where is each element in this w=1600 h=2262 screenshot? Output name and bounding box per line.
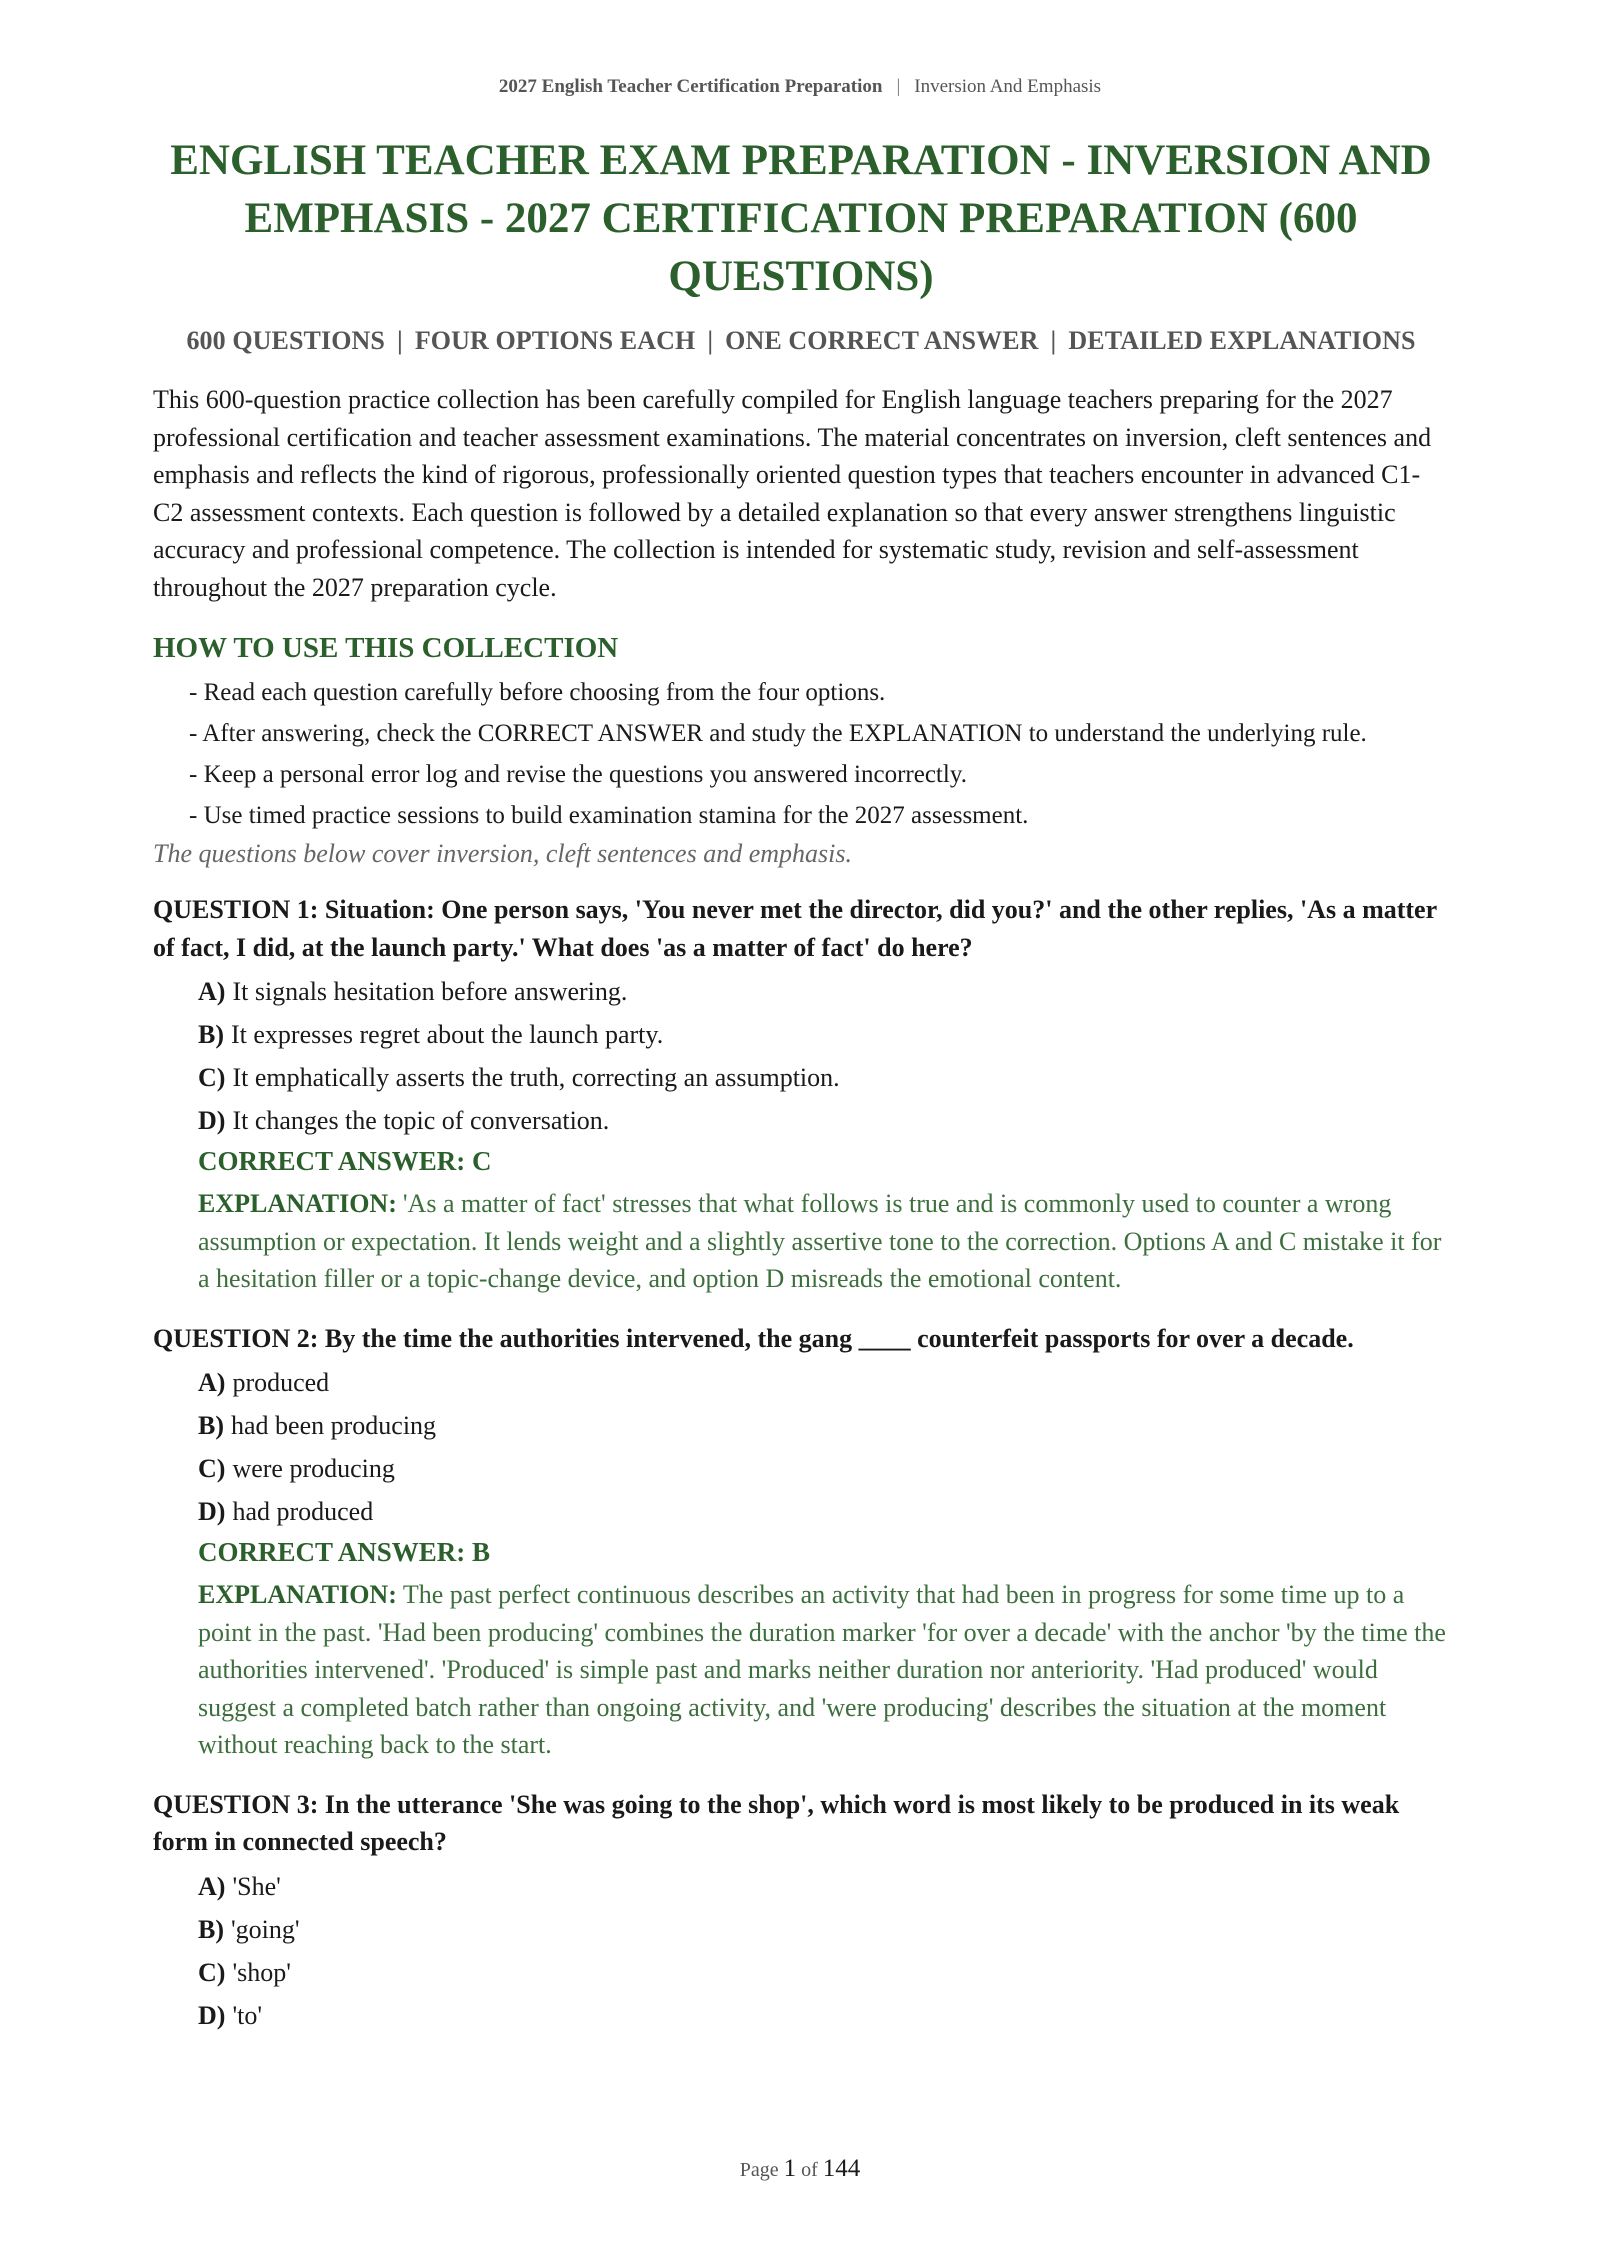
option-letter: B): [198, 1914, 224, 1944]
question-block: [153, 1786, 1449, 2033]
option-letter: B): [198, 1411, 224, 1440]
explanation-label: EXPLANATION:: [198, 1189, 397, 1218]
correct-answer: CORRECT ANSWER: B: [198, 1537, 491, 1567]
subtitle-separator: |: [1050, 326, 1057, 355]
subtitle-part: DETAILED EXPLANATIONS: [1068, 326, 1416, 355]
option-item: [198, 1365, 1449, 1400]
running-header: [0, 76, 1600, 98]
option-text: had been producing: [231, 1411, 437, 1440]
howto-item: - Keep a personal error log and revise the questions you answered incorrectly.: [189, 761, 967, 788]
subtitle-part: FOUR OPTIONS EACH: [414, 326, 696, 355]
option-item: [198, 1494, 1449, 1529]
option-letter: A): [198, 1871, 226, 1901]
option-letter: D): [198, 1106, 226, 1135]
option-text: 'She': [232, 1871, 281, 1901]
coverage-note: The questions below cover inversion, cleft sentences and emphasis.: [153, 839, 852, 868]
explanation-text: 'As a matter of fact' stresses that what follows is true and is commonly used to counter a wrong assumption or expectation. It lends weight and a slightly assertive tone to the correction. Options A and C mistake it for a hesitation filler or a topic-change device, and option D misreads the emotional content.: [198, 1189, 1442, 1293]
option-item: [198, 1408, 1449, 1443]
option-letter: D): [198, 2000, 226, 2030]
document-title: ENGLISH TEACHER EXAM PREPARATION - INVERSION AND EMPHASIS - 2027 CERTIFICATION PREPARATION (600 QUESTIONS): [170, 137, 1432, 300]
footer-page-word: Page: [739, 2159, 779, 2181]
footer-page-number: 1: [783, 2155, 797, 2182]
option-letter: C): [198, 1957, 226, 1987]
option-item: [198, 1451, 1449, 1486]
option-letter: C): [198, 1063, 226, 1092]
explanation: [153, 1576, 1449, 1764]
question-text: QUESTION 3: In the utterance 'She was going to the shop', which word is most likely to be produced in its weak form in connected speech?: [153, 1789, 1400, 1856]
subtitle-part: 600 QUESTIONS: [186, 326, 385, 355]
howto-item: - Use timed practice sessions to build examination stamina for the 2027 assessment.: [189, 802, 1029, 829]
option-item: [198, 1060, 1449, 1095]
option-item: [198, 1912, 1449, 1947]
option-text: were producing: [232, 1454, 395, 1483]
option-text: 'to': [232, 2000, 263, 2030]
howto-heading: HOW TO USE THIS COLLECTION: [153, 632, 619, 664]
question-block: [153, 891, 1449, 1298]
option-letter: A): [198, 977, 226, 1006]
options-list: [153, 1869, 1449, 2033]
option-item: [198, 1103, 1449, 1138]
question-block: [153, 1320, 1449, 1764]
option-text: had produced: [232, 1497, 374, 1526]
howto-list: [153, 675, 1449, 834]
option-text: It emphatically asserts the truth, correcting an assumption.: [232, 1063, 840, 1092]
subtitle-separator: |: [396, 326, 403, 355]
subtitle-separator: |: [707, 326, 714, 355]
option-letter: C): [198, 1454, 226, 1483]
explanation-text: The past perfect continuous describes an activity that had been in progress for some time up to a point in the past. 'Had been producing' combines the duration marker 'for over a decade' with the anchor 'by the time the authorities intervened'. 'Produced' is simple past and marks neither duration nor anteriority. 'Had produced' would suggest a completed batch rather than ongoing activity, and 'were producing' describes the situation at the moment without reaching back to the start.: [198, 1580, 1446, 1759]
footer-of-word: of: [801, 2159, 818, 2181]
options-list: [153, 1365, 1449, 1529]
document-subtitle: [153, 326, 1449, 356]
question-text: QUESTION 2: By the time the authorities intervened, the gang ____ counterfeit passports for over a decade.: [153, 1323, 1354, 1353]
header-book-title: 2027 English Teacher Certification Preparation: [498, 76, 883, 97]
options-list: [153, 974, 1449, 1138]
header-section-title: Inversion And Emphasis: [914, 76, 1102, 97]
question-text: QUESTION 1: Situation: One person says, 'You never met the director, did you?' and the other replies, 'As a matter of fact, I did, at the launch party.' What does 'as a matter of fact' do here?: [153, 895, 1437, 962]
explanation-label: EXPLANATION:: [198, 1580, 397, 1609]
option-item: [198, 1869, 1449, 1904]
option-text: It changes the topic of conversation.: [232, 1106, 610, 1135]
option-text: 'going': [231, 1914, 300, 1944]
correct-answer: CORRECT ANSWER: C: [198, 1146, 492, 1176]
option-text: It signals hesitation before answering.: [232, 977, 628, 1006]
footer-total-pages: 144: [822, 2155, 861, 2182]
option-text: It expresses regret about the launch party.: [231, 1020, 664, 1049]
subtitle-part: ONE CORRECT ANSWER: [725, 326, 1039, 355]
intro-paragraph: This 600-question practice collection has been carefully compiled for English language teachers preparing for the 2027 professional certification and teacher assessment examinations. The material concentrates on inversion, cleft sentences and emphasis and reflects the kind of rigorous, professionally oriented question types that teachers encounter in advanced C1-C2 assessment contexts. Each question is followed by a detailed explanation so that every answer strengthens linguistic accuracy and professional competence. The collection is intended for systematic study, revision and self-assessment throughout the 2027 preparation cycle.: [153, 385, 1432, 602]
howto-item: - Read each question carefully before choosing from the four options.: [189, 679, 886, 706]
option-item: [198, 1017, 1449, 1052]
option-item: [198, 1955, 1449, 1990]
option-text: 'shop': [232, 1957, 291, 1987]
option-text: produced: [232, 1368, 330, 1397]
header-separator: |: [896, 76, 901, 97]
option-letter: A): [198, 1368, 226, 1397]
page-footer: [0, 2155, 1600, 2183]
howto-item: - After answering, check the CORRECT ANSWER and study the EXPLANATION to understand the underlying rule.: [189, 720, 1367, 747]
option-letter: B): [198, 1020, 224, 1049]
explanation: [153, 1185, 1449, 1298]
option-item: [198, 974, 1449, 1009]
page-content: [153, 132, 1449, 2041]
option-item: [198, 1998, 1449, 2033]
option-letter: D): [198, 1497, 226, 1526]
